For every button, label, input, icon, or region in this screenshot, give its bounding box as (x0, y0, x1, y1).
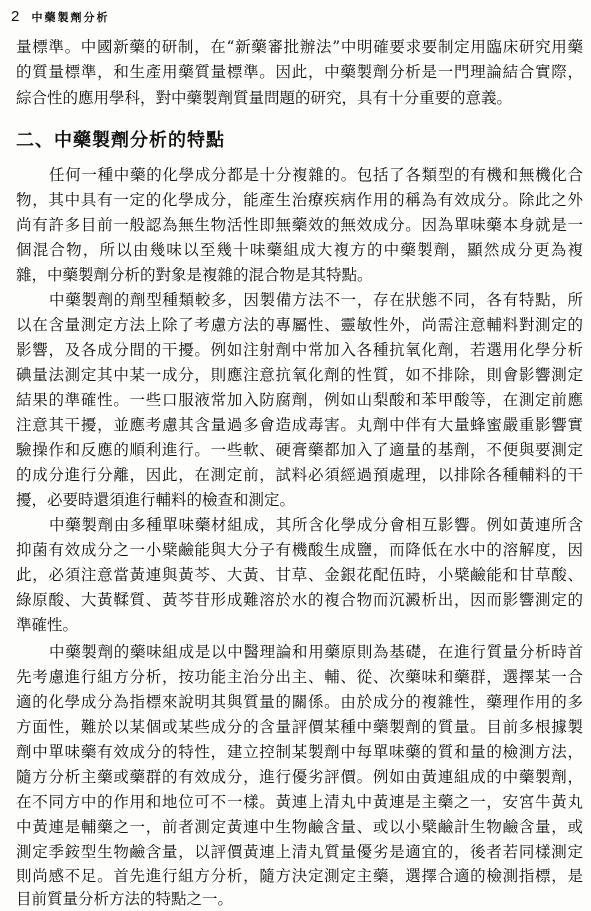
text-line: 物，其中具有一定的化學成分，能產生治療疾病作用的稱為有效成分。除此之外 (16, 191, 583, 209)
text-line: 的成分進行分離，因此，在測定前，試料必須經過預處理，以排除各種輔料的干 (16, 466, 583, 484)
text-line: 隨方分析主藥或藥群的有效成分，進行優劣評價。例如由黃連組成的中藥製劑， (16, 768, 583, 786)
text-line: 中黃連是輔藥之一，前者測定黃連中生物鹼含量、或以小檗鹼計生物鹼含量，或 (16, 818, 583, 836)
text-line: 碘量法測定其中某一成分，則應注意抗氧化劑的性質，如不排除，則會影響測定 (16, 366, 583, 384)
text-line: 在不同方中的作用和地位可不一樣。黃連上清丸中黃連是主藥之一，安宮牛黃丸 (16, 793, 583, 811)
text-line: 任何一種中藥的化學成分都是十分複雜的。包括了各類型的有機和無機化合 (49, 166, 583, 184)
text-line: 適的化學成分為指標來說明其與質量的關係。由於成分的複雜性，藥理作用的多 (16, 693, 583, 711)
text-line: 量標準。中國新藥的研制，在“新藥審批辦法”中明確要求要制定用臨床研究用藥 (16, 38, 583, 56)
text-line: 目前質量分析方法的特點之一。 (16, 890, 234, 908)
text-line: 以在含量測定方法上除了考慮方法的專屬性、靈敏性外，尚需注意輔料對測定的 (16, 316, 583, 334)
text-line: 準確性。 (16, 616, 79, 634)
running-title: 中藥製劑分析 (31, 11, 110, 24)
text-line: 此，必須注意當黃連與黃芩、大黃、甘草、金銀花配伍時，小檗鹼能和甘草酸、 (16, 566, 583, 584)
text-line: 測定季銨型生物鹼含量，以評價黃連上清丸質量優劣是適宜的，後者若同樣測定 (16, 843, 583, 861)
text-line: 劑中單味藥有效成分的特性，建立控制某製劑中每單味藥的質和量的檢測方法， (16, 743, 583, 761)
text-line: 結果的準確性。一些口服液常加入防腐劑，例如山梨酸和苯甲酸等，在測定前應 (16, 391, 583, 409)
text-line: 雜，中藥製劑分析的對象是複雜的混合物是其特點。 (16, 266, 373, 284)
text-line: 中藥製劑的藥味組成是以中醫理論和用藥原則為基礎，在進行質量分析時首 (49, 643, 583, 661)
text-line: 先考慮進行組方分析，按功能主治分出主、輔、從、次藥味和藥群，選擇某一合 (16, 668, 583, 686)
text-line: 中藥製劑的劑型種類較多，因製備方法不一，存在狀態不同，各有特點，所 (49, 291, 583, 309)
text-line: 則尚感不足。首先進行組方分析，隨方決定測定主藥，選擇合適的檢測指標，是 (16, 867, 583, 885)
running-header (11, 8, 109, 25)
text-line: 影響，及各成分間的干擾。例如注射劑中常加入各種抗氧化劑，若選用化學分析 (16, 341, 583, 359)
text-line: 中藥製劑由多種單味藥材組成，其所含化學成分會相互影響。例如黃連所含 (49, 516, 583, 534)
text-line: 抑菌有效成分之一小檗鹼能與大分子有機酸生成鹽，而降低在水中的溶解度，因 (16, 541, 583, 559)
text-line: 綜合性的應用學科，對中藥製劑質量問題的研究，具有十分重要的意義。 (16, 89, 513, 107)
text-line: 擾，必要時還須進行輔料的檢查和測定。 (16, 491, 296, 509)
text-line: 的質量標準，和生產用藥質量標準。因此，中藥製劑分析是一門理論結合實際， (16, 63, 583, 81)
text-line: 個混合物，所以由幾味以至幾十味藥組成大複方的中藥製劑，顯然成分更為複 (16, 241, 583, 259)
text-line: 注意其干擾，並應考慮其含量過多會造成毒害。丸劑中伴有大量蜂蜜嚴重影響實 (16, 416, 583, 434)
text-line: 尚有許多目前一般認為無生物活性即無藥效的無效成分。因為單味藥本身就是一 (16, 216, 583, 234)
section-heading: 二、中藥製劑分析的特點 (16, 130, 225, 151)
text-line: 驗操作和反應的順利進行。一些軟、硬膏藥都加入了適量的基劑，不便與要測定 (16, 441, 583, 459)
page-number: 2 (11, 8, 20, 25)
text-line: 方面性，難於以某個或某些成分的含量評價某種中藥製劑的質量。目前多根據製 (16, 718, 583, 736)
text-line: 綠原酸、大黃鞣質、黃芩苷形成難溶於水的複合物而沉澱析出，因而影響測定的 (16, 591, 583, 609)
